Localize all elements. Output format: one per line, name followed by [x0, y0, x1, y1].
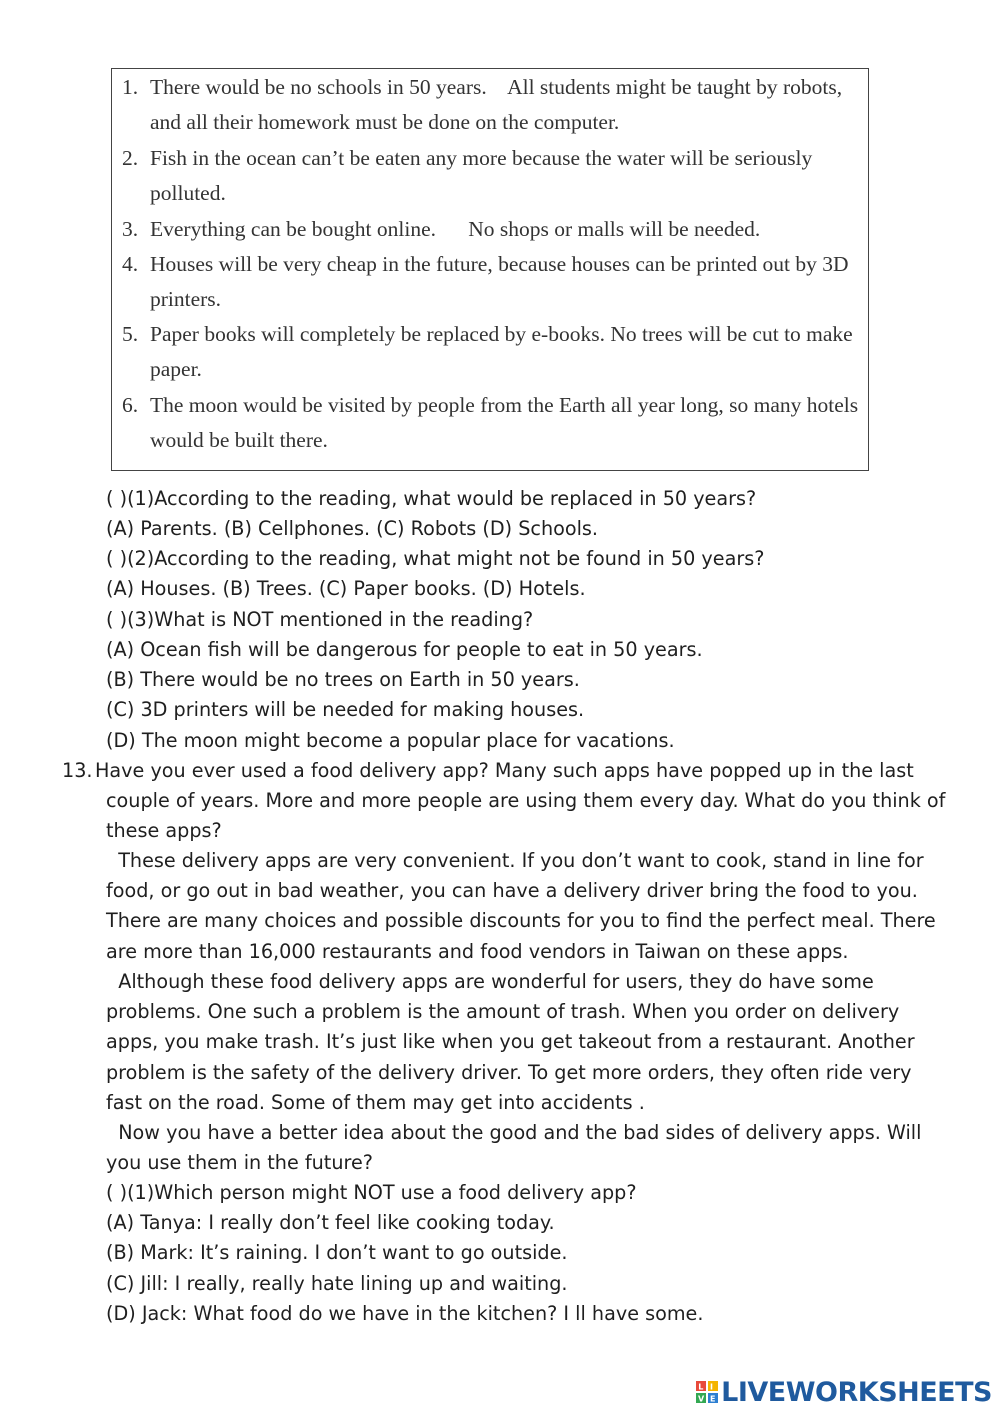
- passage-question-1-option-c: (C) Jill: I really, really hate lining up and waiting.: [106, 1272, 568, 1295]
- question-3-option-d: (D) The moon might become a popular place for vacations.: [106, 729, 675, 752]
- liveworksheets-logo[interactable]: [695, 1376, 992, 1408]
- question-3-option-b: (B) There would be no trees on Earth in 50 years.: [106, 668, 580, 691]
- reading-item-number: 4.: [122, 252, 139, 276]
- question-3: ( )(3)What is NOT mentioned in the reading?: [106, 608, 534, 631]
- logo-text: LIVEWORKSHEETS: [721, 1376, 992, 1408]
- reading-item-4: [122, 247, 862, 317]
- reading-item-number: 2.: [122, 146, 139, 170]
- question-3-option-a: (A) Ocean fish will be dangerous for people to eat in 50 years.: [106, 638, 703, 661]
- reading-item-5: [122, 317, 862, 387]
- passage-question-1-option-b: (B) Mark: It’s raining. I don’t want to go outside.: [106, 1241, 568, 1264]
- svg-text:V: V: [698, 1394, 705, 1404]
- question-2-options: (A) Houses. (B) Trees. (C) Paper books. (D) Hotels.: [106, 577, 586, 600]
- passage-number: 13.: [62, 759, 93, 782]
- reading-item-6: [122, 388, 862, 458]
- passage-question-1: ( )(1)Which person might NOT use a food delivery app?: [106, 1181, 637, 1204]
- svg-text:E: E: [710, 1394, 716, 1404]
- passage-question-1-option-a: (A) Tanya: I really don’t feel like cooking today.: [106, 1211, 555, 1234]
- reading-item-number: 5.: [122, 322, 139, 346]
- reading-item-number: 1.: [122, 75, 139, 99]
- passage-question-1-option-d: (D) Jack: What food do we have in the kitchen? I ll have some.: [106, 1302, 704, 1325]
- passage-paragraph-1: Have you ever used a food delivery app? Many such apps have popped up in the last couple of years. More and more people are using them every day. What do you think of these apps?: [95, 759, 946, 843]
- question-3-option-c: (C) 3D printers will be needed for making houses.: [106, 698, 585, 721]
- question-2: ( )(2)According to the reading, what might not be found in 50 years?: [106, 547, 765, 570]
- reading-item-text: Houses will be very cheap in the future, because houses can be printed out by 3D printers.: [150, 252, 854, 311]
- liveworksheets-logo-icon: [695, 1380, 719, 1404]
- passage-paragraph-2: These delivery apps are very convenient. If you don’t want to cook, stand in line for food, or go out in bad weather, you can have a delivery driver bring the food to you. There are many choices and possible discounts for you to find the perfect meal. There are more than 16,000 restaurants and food vendors in Taiwan on these apps.: [106, 849, 942, 963]
- reading-item-1: [122, 70, 862, 140]
- reading-item-2: [122, 141, 862, 211]
- reading-item-text: Everything can be bought online. No shops or malls will be needed.: [150, 217, 761, 241]
- reading-item-number: 6.: [122, 393, 139, 417]
- svg-text:I: I: [710, 1382, 714, 1392]
- reading-item-text: Paper books will completely be replaced by e-books. No trees will be cut to make paper.: [150, 322, 859, 381]
- reading-item-text: Fish in the ocean can’t be eaten any more because the water will be seriously polluted.: [150, 146, 818, 205]
- question-1: ( )(1)According to the reading, what would be replaced in 50 years?: [106, 487, 757, 510]
- passage-paragraph-3: Although these food delivery apps are wonderful for users, they do have some problems. One such a problem is the amount of trash. When you order on delivery apps, you make trash. It’s just like when you get takeout from a restaurant. Another problem is the safety of the delivery driver. To get more orders, they often ride very fast on the road. Some of them may get into accidents .: [106, 970, 921, 1114]
- svg-text:L: L: [698, 1382, 704, 1392]
- reading-item-text: The moon would be visited by people from the Earth all year long, so many hotels would be built there.: [150, 393, 864, 452]
- question-1-options: (A) Parents. (B) Cellphones. (C) Robots (D) Schools.: [106, 517, 599, 540]
- reading-item-text: There would be no schools in 50 years. All students might be taught by robots, and all their homework must be done on the computer.: [150, 75, 848, 134]
- passage-paragraph-4: Now you have a better idea about the good and the bad sides of delivery apps. Will you use them in the future?: [106, 1121, 928, 1175]
- reading-item-3: [122, 212, 862, 247]
- reading-item-number: 3.: [122, 217, 139, 241]
